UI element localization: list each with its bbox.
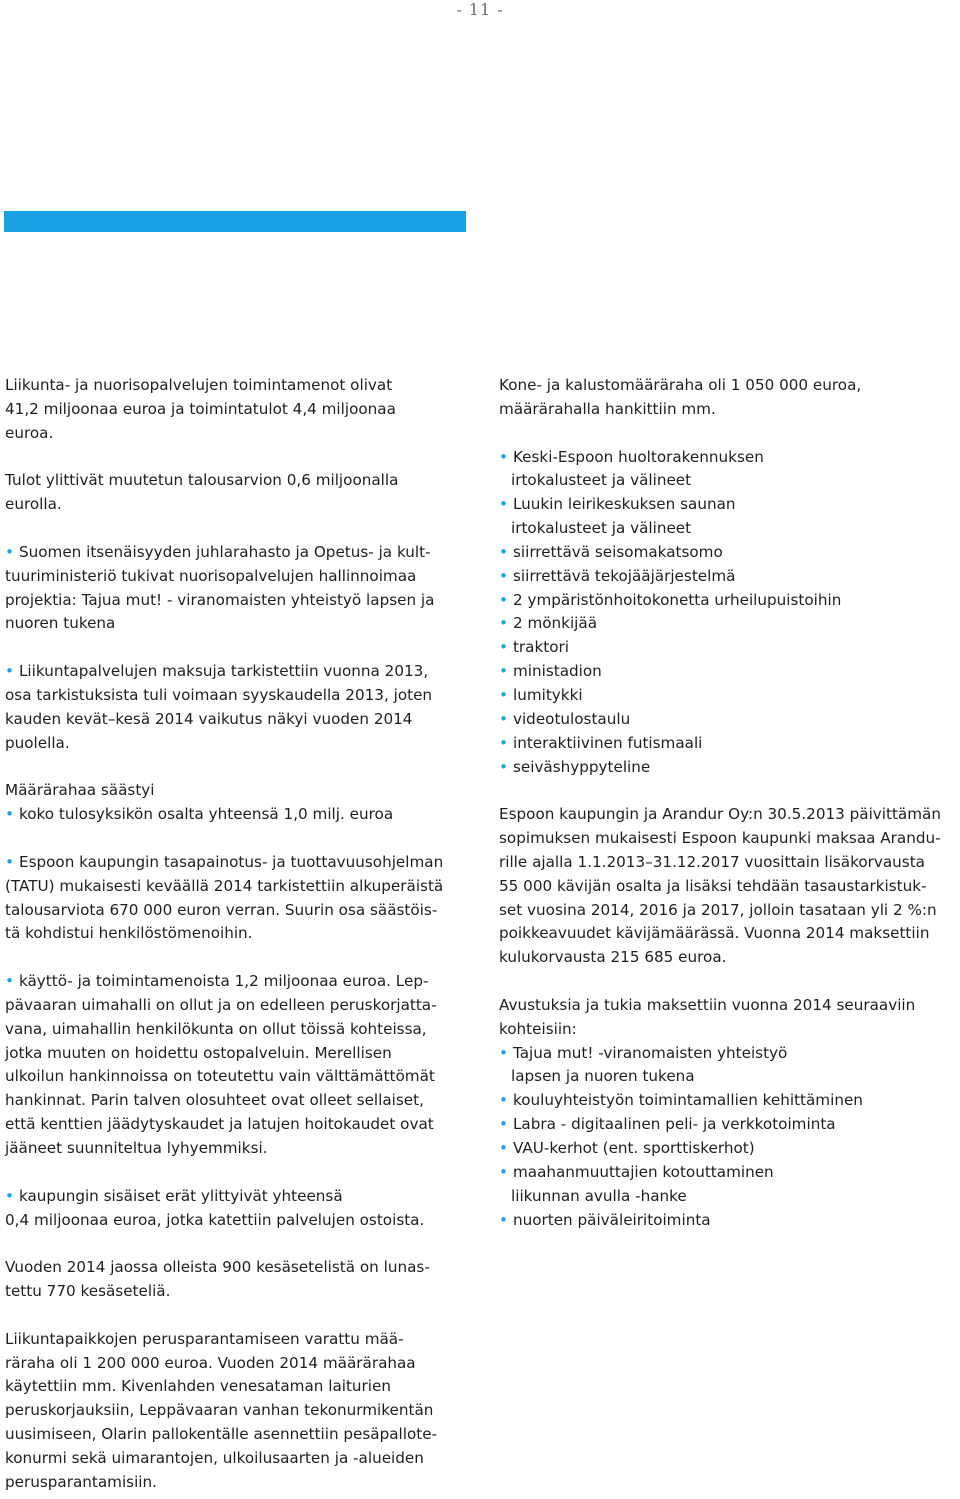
text-line: Liikunta- ja nuorisopalvelujen toimintamenot olivat [5,376,393,394]
bullet-continuation: lapsen ja nuoren tukena [511,1067,695,1086]
text-line: pävaaran uimahalli on ollut ja on edelleen peruskorjatta- [5,995,437,1014]
bullet-item: • Keski-Espoon huoltorakennuksen [499,446,959,470]
text-line: Avustuksia ja tukia maksettiin vuonna 2014 seuraaviin [499,995,916,1014]
paragraph-gap [5,946,465,970]
text-line: ulkoilun hankinnoissa on toteutettu vain välttämättömät [5,1067,435,1086]
text-line: konurmi sekä uimarantojen, ulkoilusaarten ja -alueiden [5,1448,424,1467]
paragraph-gap [5,756,465,780]
text-line: hankinnat. Parin talven olosuhteet ovat olleet sellaiset, [5,1091,424,1110]
text-line: tä kohdistui henkilöstömenoihin. [5,924,253,943]
text-line: käytettiin mm. Kivenlahden venesataman laiturien [5,1377,391,1396]
text-line: Kone- ja kalustomääräraha oli 1 050 000 euroa, [499,376,862,394]
bullet-continuation: irtokalusteet ja välineet [511,471,692,490]
bullet-item: • kouluyhteistyön toimintamallien kehittäminen [499,1089,959,1113]
paragraph-gap [5,1232,465,1256]
text-line: Vuoden 2014 jaossa olleista 900 kesäsetelistä on lunas- [5,1258,430,1277]
text-line: vana, uimahallin henkilökunta on ollut töissä kohteissa, [5,1019,427,1038]
text-line: euroa. [5,423,54,442]
text-line: eurolla. [5,495,62,514]
paragraph-gap [5,517,465,541]
text-line: kulukorvausta 215 685 euroa. [499,948,727,967]
text-line: tuuriministeriö tukivat nuorisopalvelujen hallinnoimaa [5,566,417,585]
text-line: räraha oli 1 200 000 euroa. Vuoden 2014 määrärahaa [5,1353,416,1372]
bullet-continuation: irtokalusteet ja välineet [511,519,692,538]
paragraph-gap [5,1161,465,1185]
text-line: 41,2 miljoonaa euroa ja toimintatulot 4,4 miljoonaa [5,399,396,418]
bullet-item: • seiväshyppyteline [499,756,959,780]
text-line: set vuosina 2014, 2016 ja 2017, jolloin tasataan yli 2 %:n [499,900,937,919]
text-line: nuoren tukena [5,614,116,633]
text-line: uusimiseen, Olarin pallokentälle asennettiin pesäpallote- [5,1425,438,1444]
bullet-item: • käyttö- ja toimintamenoista 1,2 miljoonaa euroa. Lep- [5,970,465,994]
text-line: määrärahalla hankittiin mm. [499,399,716,418]
paragraph-gap [499,422,959,446]
paragraph-gap [499,779,959,803]
text-line: Määrärahaa säästyi [5,781,155,800]
bullet-item: • traktori [499,636,959,660]
text-line: sopimuksen mukaisesti Espoon kaupunki maksaa Arandu- [499,829,941,848]
text-line: osa tarkistuksista tuli voimaan syyskaudella 2013, joten [5,685,433,704]
page-number: - 11 - [456,0,504,19]
right-column [499,374,959,1232]
text-line: Tulot ylittivät muutetun talousarvion 0,6 miljoonalla [5,471,399,490]
text-line: että kenttien jäädytyskaudet ja latujen hoitokaudet ovat [5,1115,434,1134]
bullet-item: • VAU-kerhot (ent. sporttiskerhot) [499,1137,959,1161]
paragraph-gap [5,446,465,470]
text-line: rille ajalla 1.1.2013–31.12.2017 vuosittain lisäkorvausta [499,852,925,871]
bullet-item: • nuorten päiväleiritoiminta [499,1209,959,1233]
bullet-item: • Espoon kaupungin tasapainotus- ja tuottavuusohjelman [5,851,465,875]
accent-bar [4,211,466,232]
text-line: jääneet suunniteltua lyhyemmiksi. [5,1139,268,1157]
bullet-item: • siirrettävä tekojääjärjestelmä [499,565,959,589]
text-line: peruskorjauksiin, Leppävaaran vanhan tekonurmikentän [5,1401,434,1420]
text-line: jotka muuten on hoidettu ostopalveluin. Merellisen [5,1043,392,1062]
text-line: kohteisiin: [499,1019,577,1038]
bullet-item: • koko tulosyksikön osalta yhteensä 1,0 milj. euroa [5,803,465,827]
bullet-item: • Labra - digitaalinen peli- ja verkkotoiminta [499,1113,959,1137]
bullet-item: • 2 ympäristönhoitokonetta urheilupuistoihin [499,589,959,613]
text-line: talousarviota 670 000 euron verran. Suurin osa säästöis- [5,900,438,919]
paragraph-gap [5,636,465,660]
text-line: 0,4 miljoonaa euroa, jotka katettiin palvelujen ostoista. [5,1210,425,1229]
paragraph-gap [499,970,959,994]
text-line: perusparantamisiin. [5,1472,157,1491]
bullet-item: • Liikuntapalvelujen maksuja tarkistettiin vuonna 2013, [5,660,465,684]
bullet-item: • 2 mönkijää [499,612,959,636]
bullet-item: • ministadion [499,660,959,684]
text-line: poikkeavuudet kävijämäärässä. Vuonna 2014 maksettiin [499,924,930,943]
text-line: tettu 770 kesäseteliä. [5,1282,171,1301]
text-line: kauden kevät–kesä 2014 vaikutus näkyi vuoden 2014 [5,709,413,728]
paragraph-gap [5,827,465,851]
bullet-continuation: liikunnan avulla -hanke [511,1186,687,1205]
bullet-item: • videotulostaulu [499,708,959,732]
text-line: (TATU) mukaisesti keväällä 2014 tarkistettiin alkuperäistä [5,876,444,895]
bullet-item: • kaupungin sisäiset erät ylittyivät yhteensä [5,1185,465,1209]
text-line: puolella. [5,733,70,752]
text-line: Liikuntapaikkojen perusparantamiseen varattu mää- [5,1329,404,1348]
paragraph-gap [5,1304,465,1328]
text-line: 55 000 kävijän osalta ja lisäksi tehdään tasaustarkistuk- [499,876,927,895]
bullet-item: • Luukin leirikeskuksen saunan [499,493,959,517]
bullet-item: • lumitykki [499,684,959,708]
bullet-item: • Suomen itsenäisyyden juhlarahasto ja Opetus- ja kult- [5,541,465,565]
text-line: projektia: Tajua mut! - viranomaisten yhteistyö lapsen ja [5,590,435,609]
text-line: Espoon kaupungin ja Arandur Oy:n 30.5.2013 päivittämän [499,805,941,824]
bullet-item: • Tajua mut! -viranomaisten yhteistyö [499,1042,959,1066]
bullet-item: • siirrettävä seisomakatsomo [499,541,959,565]
bullet-item: • interaktiivinen futismaali [499,732,959,756]
left-column [5,374,465,1495]
bullet-item: • maahanmuuttajien kotouttaminen [499,1161,959,1185]
